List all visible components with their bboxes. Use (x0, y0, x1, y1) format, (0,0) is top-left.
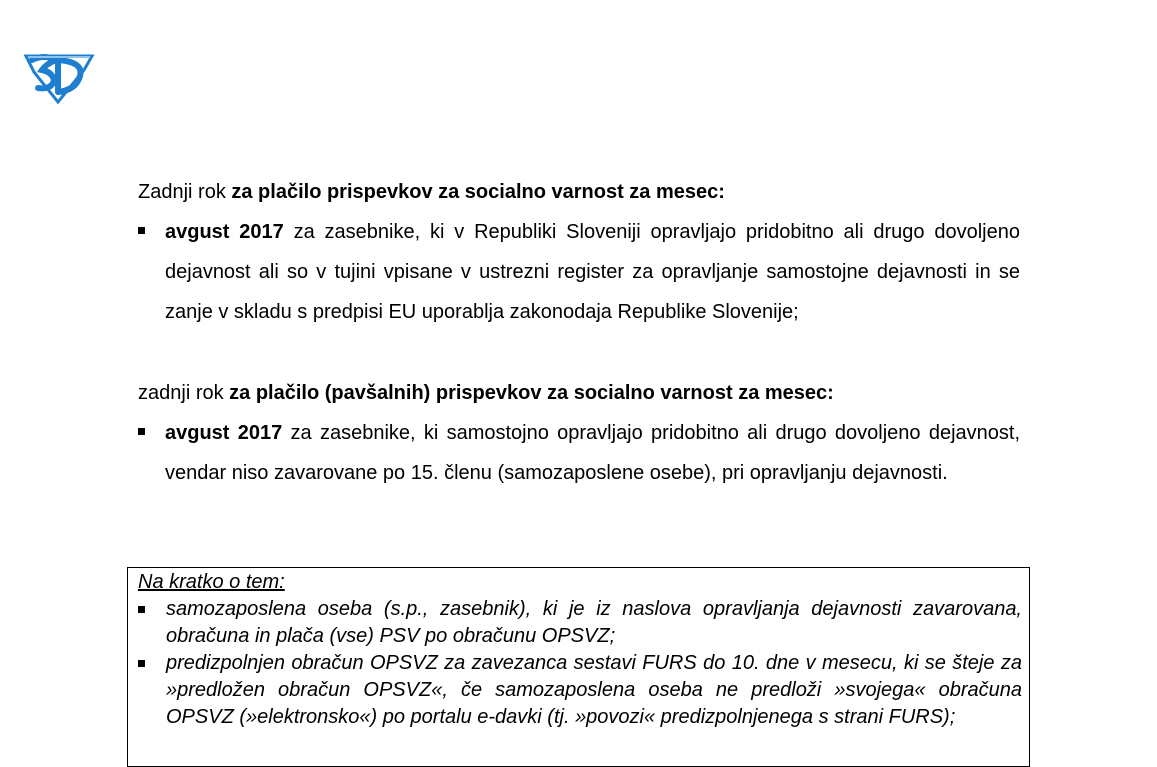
summary-box (127, 567, 1030, 767)
section1-bullet (138, 212, 1020, 332)
sd-shield-logo-icon (22, 48, 96, 104)
section2-heading-bold: za plačilo (pavšalnih) prispevkov za socialno varnost za mesec: (229, 382, 834, 404)
section2-bullet (138, 413, 1020, 493)
section2-bullet-month: avgust 2017 (165, 422, 283, 444)
section1-bullet-text: za zasebnike, ki v Republiki Sloveniji opravljajo pridobitno ali drugo dovoljeno dejavnost ali so v tujini vpisane v ustrezni register za opravljanje samostojne dejavnosti in se zanje v skladu s predpisi EU uporablja zakonodaja Republike Slovenije; (165, 221, 1020, 323)
section2-heading (138, 373, 834, 413)
section2-heading-normal: zadnji rok (138, 382, 230, 404)
summary-box-item-text: predizpolnjen obračun OPSVZ za zavezanca sestavi FURS do 10. dne v mesecu, ki se šteje za »predložen obračun OPSVZ«, če samozaposlena oseba ne predloži »svojega« obračuna OPSVZ (»elektronsko«) po portalu e-davki (tj. »povozi« predizpolnjenega s strani FURS); (166, 652, 1022, 728)
section2-bullet-text: za zasebnike, ki samostojno opravljajo pridobitno ali drugo dovoljeno dejavnost, vendar niso zavarovane po 15. členu (samozaposlene osebe), pri opravljanju dejavnosti. (165, 422, 1020, 484)
section1-bullet-month: avgust 2017 (165, 221, 284, 243)
bullet-square-icon (138, 606, 145, 613)
summary-box-item (138, 596, 1022, 650)
section1-heading (138, 172, 725, 212)
bullet-square-icon (138, 660, 145, 667)
summary-box-title: Na kratko o tem: (138, 571, 285, 593)
section1-heading-bold: za plačilo prispevkov za socialno varnost za mesec: (231, 181, 725, 203)
bullet-square-icon (138, 227, 145, 234)
summary-box-item-text: samozaposlena oseba (s.p., zasebnik), ki je iz naslova opravljanja dejavnosti zavarovana, obračuna in plača (vse) PSV po obračunu OPSVZ; (166, 598, 1022, 647)
section1-heading-normal: Zadnji rok (138, 181, 232, 203)
bullet-square-icon (138, 428, 145, 435)
summary-box-item (138, 650, 1022, 731)
